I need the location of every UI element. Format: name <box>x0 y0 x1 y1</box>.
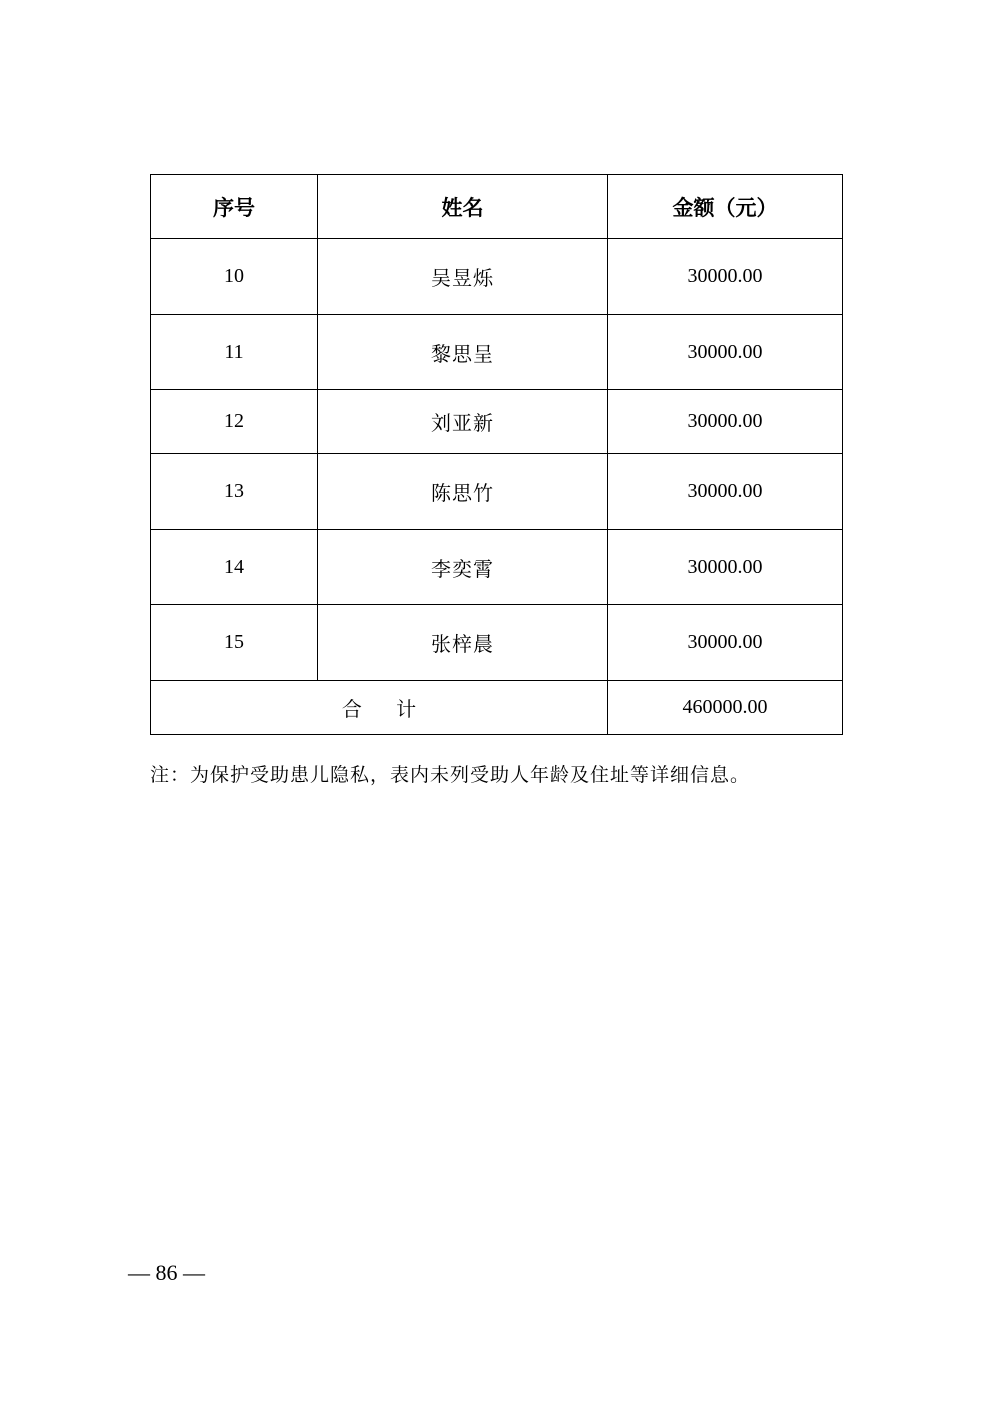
header-amount: 金额（元） <box>608 175 843 239</box>
table-row <box>151 454 843 530</box>
row-name: 刘亚新 <box>318 390 608 454</box>
page-number: — 86 — <box>128 1260 205 1285</box>
header-name: 姓名 <box>318 175 608 239</box>
row-amount: 30000.00 <box>608 605 843 681</box>
row-seq: 10 <box>151 239 318 315</box>
row-seq: 15 <box>151 605 318 681</box>
table-total-row <box>151 681 843 735</box>
row-seq: 13 <box>151 454 318 530</box>
table-row <box>151 530 843 605</box>
row-name: 李奕霄 <box>318 530 608 605</box>
row-name: 黎思呈 <box>318 315 608 390</box>
row-amount: 30000.00 <box>608 454 843 530</box>
row-name: 吴昱烁 <box>318 239 608 315</box>
table-row <box>151 390 843 454</box>
table-row <box>151 239 843 315</box>
row-name: 陈思竹 <box>318 454 608 530</box>
privacy-note: 注：为保护受助患儿隐私，表内未列受助人年龄及住址等详细信息。 <box>150 764 751 786</box>
table-header-row <box>151 175 843 239</box>
row-seq: 12 <box>151 390 318 454</box>
total-amount: 460000.00 <box>608 681 843 735</box>
row-amount: 30000.00 <box>608 239 843 315</box>
table-row <box>151 315 843 390</box>
row-seq: 14 <box>151 530 318 605</box>
total-label: 合 计 <box>151 681 608 735</box>
row-seq: 11 <box>151 315 318 390</box>
row-name: 张梓晨 <box>318 605 608 681</box>
row-amount: 30000.00 <box>608 390 843 454</box>
row-amount: 30000.00 <box>608 530 843 605</box>
header-seq: 序号 <box>151 175 318 239</box>
table-row <box>151 605 843 681</box>
row-amount: 30000.00 <box>608 315 843 390</box>
donation-table <box>150 174 843 735</box>
